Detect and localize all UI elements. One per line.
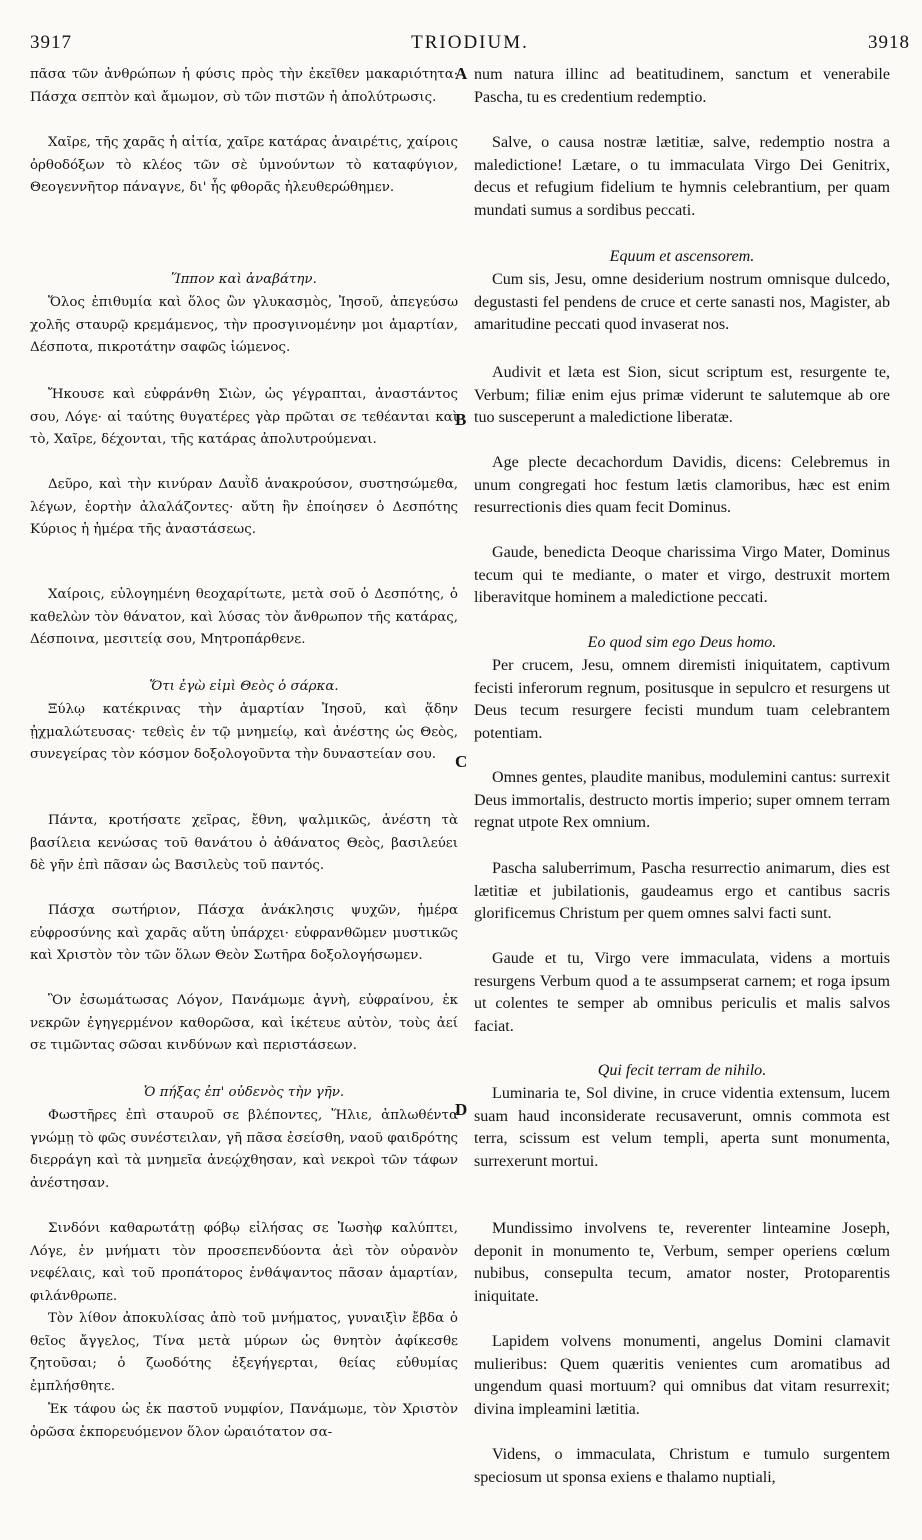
latin-paragraph: Per crucem, Jesu, omnem diremisti iniquitatem, captivum fecisti inferorum regnum, positusque in sepulcro et resurgens ut Deus tecum resurgere fecisti mundum tuam celebrantem potentiam. <box>474 657 890 742</box>
greek-paragraph: Ὃν ἐσωμάτωσας Λόγον, Πανάμωμε ἁγνὴ, εὐφραίνου, ἐκ νεκρῶν ἐγηγερμένον καθορῶσα, καὶ ἱκέτευε αὐτὸν, τοὺς ἀεί σε τιμῶντας σῶσαι κινδύνων καὶ περιστάσεων. <box>30 993 458 1054</box>
margin-letter-a: A <box>455 64 468 83</box>
latin-paragraph: Lapidem volvens monumenti, angelus Domini clamavit mulieribus: Quem quæritis venientes cum aromatibus ad ungendum quasi mortuum? qui omnibus dat vitam resurrexit; divina impleamini lætitia. <box>474 1333 890 1418</box>
greek-paragraph: Ξύλῳ κατέκρινας τὴν ἁμαρτίαν Ἰησοῦ, καὶ ᾅδην ᾐχμαλώτευσας· τεθεὶς ἐν τῷ μνημείῳ, καὶ ἀνέστης ὡς Θεὸς, συνεγείρας τὸν κόσμον δοξολογοῦντα τὴν δυναστείαν σου. <box>30 702 458 763</box>
greek-paragraph: Ἐκ τάφου ὡς ἐκ παστοῦ νυμφίον, Πανάμωμε, τὸν Χριστὸν ὁρῶσα ἐκπορευόμενον ὅλον ὡραιότατον σα- <box>30 1402 458 1440</box>
greek-paragraph: Πάσχα σωτήριον, Πάσχα ἀνάκλησις ψυχῶν, ἡμέρα εὐφροσύνης καὶ χαρᾶς αὕτη ὑπάρχει· εὐφρανθῶμεν μυστικῶς καὶ Χριστὸν τὸν τῶν ὅλων Θεὸν Σωτῆρα δοξολογήσωμεν. <box>30 903 458 964</box>
latin-paragraph: Audivit et læta est Sion, sicut scriptum est, resurgente te, Verbum; filiæ enim ejus primæ viderunt te salutemque ab ore tuo susceperunt a maledictione liberatæ. <box>474 364 890 427</box>
greek-paragraph: Δεῦρο, καὶ τὴν κινύραν Δαυῒδ ἀνακρούσον, συστησώμεθα, λέγων, ἑορτὴν ἀλαλάζοντες· αὕτη ἣν ἐποίησεν ὁ Δεσπότης Κύριος ἡ ἡμέρα τῆς ἀναστάσεως. <box>30 477 458 538</box>
running-header <box>30 32 910 62</box>
page-number-left: 3917 <box>30 32 72 53</box>
latin-paragraph: Gaude et tu, Virgo vere immaculata, videns a mortuis resurgens Verbum quod a te assumpserat carnem; et roga ipsum ut colentes te semper ab omnibus periculis et malis salvos faciat. <box>474 950 890 1035</box>
greek-hirmos-heading: Ὁ πήξας ἐπ' οὐδενὸς τὴν γῆν. <box>143 1085 345 1100</box>
running-title: TRIODIUM. <box>411 32 529 53</box>
margin-letter-b: B <box>455 410 467 429</box>
latin-hirmos-heading: Eo quod sim ego Deus homo. <box>587 634 777 651</box>
greek-paragraph: πᾶσα τῶν ἀνθρώπων ἡ φύσις πρὸς τὴν ἐκεῖθεν μακαριότητα· Πάσχα σεπτὸν καὶ ἄμωμον, σὺ τῶν πιστῶν ἡ ἀπολύτρωσις. <box>30 67 458 105</box>
greek-paragraph: Σινδόνι καθαρωτάτῃ φόβῳ εἱλήσας σε Ἰωσὴφ καλύπτει, Λόγε, ἐν μνήματι τὸν προσεπενδύοντα ἀεὶ τὸν οὐρανὸν νεφέλαις, καὶ τοῦ προπάτορος ἐνθάψαντος πᾶσαν ἁμαρτίαν, φιλάνθρωπε. <box>30 1221 458 1304</box>
greek-hirmos-heading: Ἵππον καὶ ἀναβάτην. <box>171 272 317 287</box>
greek-paragraph: Ὅλος ἐπιθυμία καὶ ὅλος ὢν γλυκασμὸς, Ἰησοῦ, ἀπεγεύσω χολῆς σταυρῷ κρεμάμενος, τὴν προσγινομένην μοι ἁμαρτίαν, Δέσποτα, πικροτάτην σαφῶς ἰώμενος. <box>30 295 458 356</box>
latin-paragraph: Videns, o immaculata, Christum e tumulo surgentem speciosum ut sponsa exiens e thalamo nuptiali, <box>474 1446 890 1486</box>
latin-paragraph: Pascha saluberrimum, Pascha resurrectio animarum, dies est lætitiæ et jubilationis, gaudeamus ergo et cantibus sacris glorificemus Christum per quem omnes salvi facti sunt. <box>474 860 890 923</box>
latin-paragraph: Luminaria te, Sol divine, in cruce videntia extensum, lucem suam haud inconsiderate recusaverunt, omnis commota est terra, scissum est velum templi, aperta sunt monumenta, surrexerunt mortui. <box>474 1085 890 1170</box>
latin-hirmos-heading: Qui fecit terram de nihilo. <box>597 1062 767 1079</box>
greek-paragraph: Φωστῆρες ἐπὶ σταυροῦ σε βλέποντες, Ἥλιε, ἀπλωθέντα γνώμῃ τὸ φῶς συνέστειλαν, γῆ πᾶσα ἐσείσθη, ναοῦ φαιδρότης διερράγη καὶ τὰ μνημεῖα ἀνεῴχθησαν, καὶ νεκροὶ τῶν τάφων ἀνέστησαν. <box>30 1108 458 1191</box>
greek-hirmos-heading: Ὅτι ἐγὼ εἰμὶ Θεὸς ὁ σάρκα. <box>149 679 339 694</box>
greek-paragraph: Ἤκουσε καὶ εὐφράνθη Σιὼν, ὡς γέγραπται, ἀναστάντος σου, Λόγε· αἱ ταύτης θυγατέρες γὰρ πρῶται σε τεθέανται καὶ τὸ, Χαῖρε, δέχονται, τῆς κατάρας ἀπολυτρούμεναι. <box>30 387 458 448</box>
margin-letter-c: C <box>455 752 468 771</box>
latin-paragraph: Omnes gentes, plaudite manibus, modulemini cantus: surrexit Deus immortalis, destructo mortis imperio; super omnem terram regnat utpote Rex omnium. <box>474 769 890 832</box>
page-number-right: 3918 <box>868 32 910 53</box>
greek-paragraph: Πάντα, κροτήσατε χεῖρας, ἔθνη, ψαλμικῶς, ἀνέστη τὰ βασίλεια κενώσας τοῦ θανάτου ὁ ἀθάνατος Θεὸς, βασιλεύει δὲ γῆν ἐπὶ πᾶσαν ὡς Βασιλεὺς τοῦ παντός. <box>30 813 458 874</box>
latin-paragraph: Salve, o causa nostræ lætitiæ, salve, redemptio nostra a maledictione! Lætare, o tu immaculata Virgo Dei Genitrix, decus et refugium fidelium te hymnis celebrantium, per quam mundati sumus a sordibus peccati. <box>474 134 890 219</box>
latin-hirmos-heading: Equum et ascensorem. <box>609 248 755 265</box>
latin-paragraph: Cum sis, Jesu, omne desiderium nostrum omnisque dulcedo, degustasti fel pendens de cruce et certe sanasti nos, Magister, ab amaritudine peccati quod invaserat nos. <box>474 271 890 334</box>
greek-paragraph: Χαῖρε, τῆς χαρᾶς ἡ αἰτία, χαῖρε κατάρας ἀναιρέτις, χαίροις ὀρθοδόξων τὸ κλέος τῶν σὲ ὑμνούντων τὸ καταφύγιον, Θεογεννῆτορ πάναγνε, δι' ἧς φθορᾶς ἠλευθερώθημεν. <box>30 135 458 196</box>
latin-paragraph: num natura illinc ad beatitudinem, sanctum et venerabile Pascha, tu es credentium redemptio. <box>474 66 890 106</box>
greek-paragraph: Χαίροις, εὐλογημένη θεοχαρίτωτε, μετὰ σοῦ ὁ Δεσπότης, ὁ καθελὼν τὸν θάνατον, καὶ λύσας τὸν ἄνθρωπον τῆς κατάρας, Δέσποινα, μεσιτείᾳ σου, Μητροπάρθενε. <box>30 587 458 648</box>
greek-paragraph: Τὸν λίθον ἀποκυλίσας ἀπὸ τοῦ μνήματος, γυναιξὶν ἔβδα ὁ θεῖος ἄγγελος, Τίνα μετὰ μύρων ὡς θνητὸν ἀφίκεσθε ζητοῦσαι; ὁ ζωοδότης ἐξεγήγερται, θείας εὐθυμίας ἐμπλήσθητε. <box>30 1311 458 1394</box>
margin-letter-d: D <box>455 1100 468 1119</box>
latin-paragraph: Gaude, benedicta Deoque charissima Virgo Mater, Dominus tecum qui te mediante, o mater et virgo, destruxit mortem liberavitque hominem a maledictione peccati. <box>474 544 890 607</box>
latin-paragraph: Age plecte decachordum Davidis, dicens: Celebremus in unum congregati hoc festum lætis clamoribus, hæc est enim resurrectionis dies quam fecit Dominus. <box>474 454 890 517</box>
latin-paragraph: Mundissimo involvens te, reverenter linteamine Joseph, deponit in monumento te, Verbum, semper operiens cœlum nubibus, consepulta tecum, amator noster, Protoparentis iniquitate. <box>474 1220 890 1305</box>
